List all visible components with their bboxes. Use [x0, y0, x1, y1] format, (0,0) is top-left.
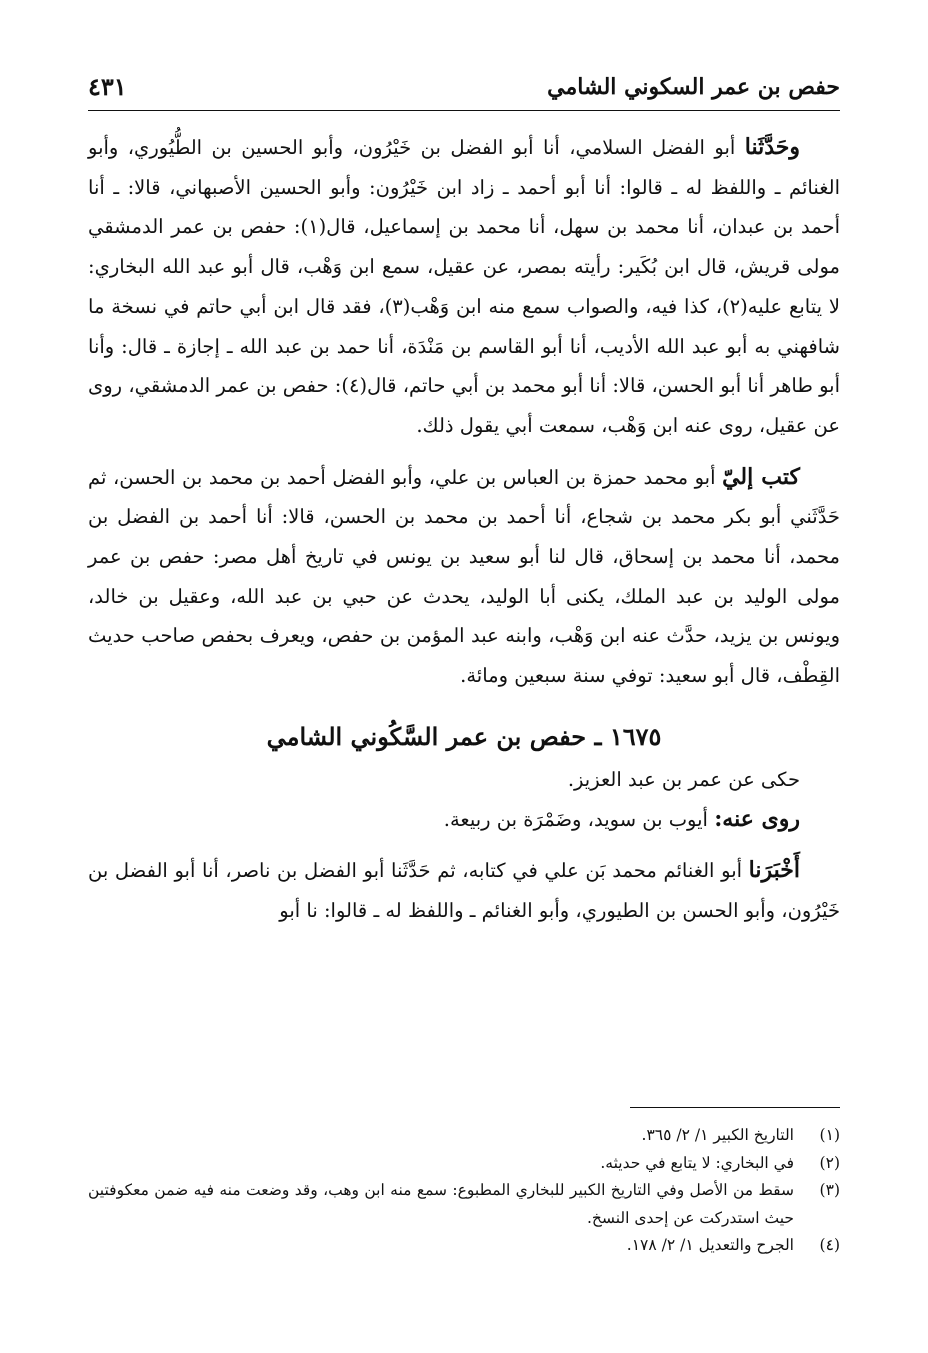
- footnote: [88, 1122, 840, 1150]
- footnote-number: (٤): [819, 1236, 840, 1254]
- page-number: ٤٣١: [88, 72, 127, 101]
- entry-heading: ١٦٧٥ ـ حفص بن عمر السَّكُوني الشامي: [266, 721, 662, 751]
- entry-paragraph-text: أبو الغنائم محمد بَن علي في كتابه، ثم حَدَّثَنا أبو الفضل بن ناصر، أنا أبو الفضل بن خَيْرُون، وأبو الحسن بن الطيوري، وأبو الغنائم ـ واللفظ له ـ قالوا: نا أبو: [88, 859, 840, 922]
- running-title: حفص بن عمر السكوني الشامي: [547, 74, 840, 100]
- footnote-text: في البخاري: لا يتابع في حديثه.: [600, 1153, 794, 1172]
- paragraph-2-lead: كتب إليّ: [722, 463, 800, 490]
- paragraph-2: [88, 458, 840, 696]
- paragraph-1-text: أبو الفضل السلامي، أنا أبو الفضل بن خَيْرُون، وأبو الحسين بن الطُّيُوري، وأبو الغنائم ـ واللفظ له ـ قالوا: أنا أبو أحمد ـ زاد ابن خَيْرُون: وأبو الحسين الأصبهاني، قالا: ـ أنا أحمد بن عبدان، أنا محمد بن سهل، أنا محمد بن إسماعيل، قال(١): حفص بن عمر الدمشقي مولى قريش، قال ابن بُكَير: رأيته بمصر، عن عقيل، سمع ابن وَهْب، قال أبو عبد الله البخاري: لا يتابع عليه(٢)، كذا فيه، والصواب سمع منه ابن وَهْب(٣)، فقد قال ابن أبي حاتم في نسخة ما شافهني به أبو عبد الله الأديب، أنا أبو القاسم بن مَنْدَة، أنا حمد بن عبد الله ـ إجازة ـ قال: وأنا أبو طاهر أنا أبو الحسن، قالا: أنا أبو محمد بن أبي حاتم، قال(٤): حفص بن عمر الدمشقي، روى عن عقيل، روى عنه ابن وَهْب، سمعت أبي يقول ذلك.: [88, 136, 840, 437]
- footnote-text: الجرح والتعديل ١/ ٢/ ١٧٨.: [626, 1236, 794, 1254]
- paragraph-2-text: أبو محمد حمزة بن العباس بن علي، وأبو الفضل أحمد بن محمد بن الحسن، ثم حَدَّثَني أبو بكر محمد بن شجاع، أنا أحمد بن محمد بن الحسن، قالا: أنا أحمد بن الفضل بن محمد، أنا محمد بن إسحاق، قال لنا أبو سعيد بن يونس في تاريخ أهل مصر: حفص بن عمر مولى الوليد بن عبد الملك، يكنى أبا الوليد، يحدث عن حبي بن عبد الله، وعقيل بن خالد، ويونس بن يزيد، حدَّث عنه ابن وَهْب، وابنه عبد المؤمن بن حفص، ويعرف بحفص صاحب حديث القِطْف، قال أبو سعيد: توفي سنة سبعين ومائة.: [88, 465, 840, 688]
- main-text: [88, 128, 840, 931]
- footnote-number: (٣): [819, 1181, 840, 1199]
- footnote-divider: [630, 1107, 840, 1108]
- entry-line-2-text: أيوب بن سويد، وضَمْرَة بن ربيعة.: [443, 807, 715, 831]
- footnote-number: (٢): [819, 1153, 840, 1172]
- entry-line-2: [88, 800, 840, 840]
- footnote: [88, 1177, 840, 1232]
- footnote-number: (١): [819, 1126, 840, 1144]
- footnote-text: التاريخ الكبير ١/ ٢/ ٣٦٥.: [641, 1126, 794, 1144]
- footnotes: [88, 1122, 840, 1260]
- paragraph-1: [88, 128, 840, 446]
- paragraph-1-lead: وحَدَّثَنا: [744, 134, 800, 160]
- entry-paragraph: [88, 851, 840, 930]
- footnote: [88, 1150, 840, 1178]
- entry-line-1: حكى عن عمر بن عبد العزيز.: [567, 767, 800, 791]
- running-header: [88, 70, 840, 110]
- entry-line-2-lead: روى عنه:: [714, 805, 800, 832]
- entry-paragraph-lead: أَخْبَرَنا: [748, 857, 800, 884]
- header-divider: [88, 110, 840, 111]
- footnote-text: سقط من الأصل وفي التاريخ الكبير للبخاري المطبوع: سمع منه ابن وهب، وقد وضعت منه فيه ضمن معكوفتين حيث استدركت عن إحدى النسخ.: [88, 1181, 794, 1227]
- footnote: [88, 1232, 840, 1260]
